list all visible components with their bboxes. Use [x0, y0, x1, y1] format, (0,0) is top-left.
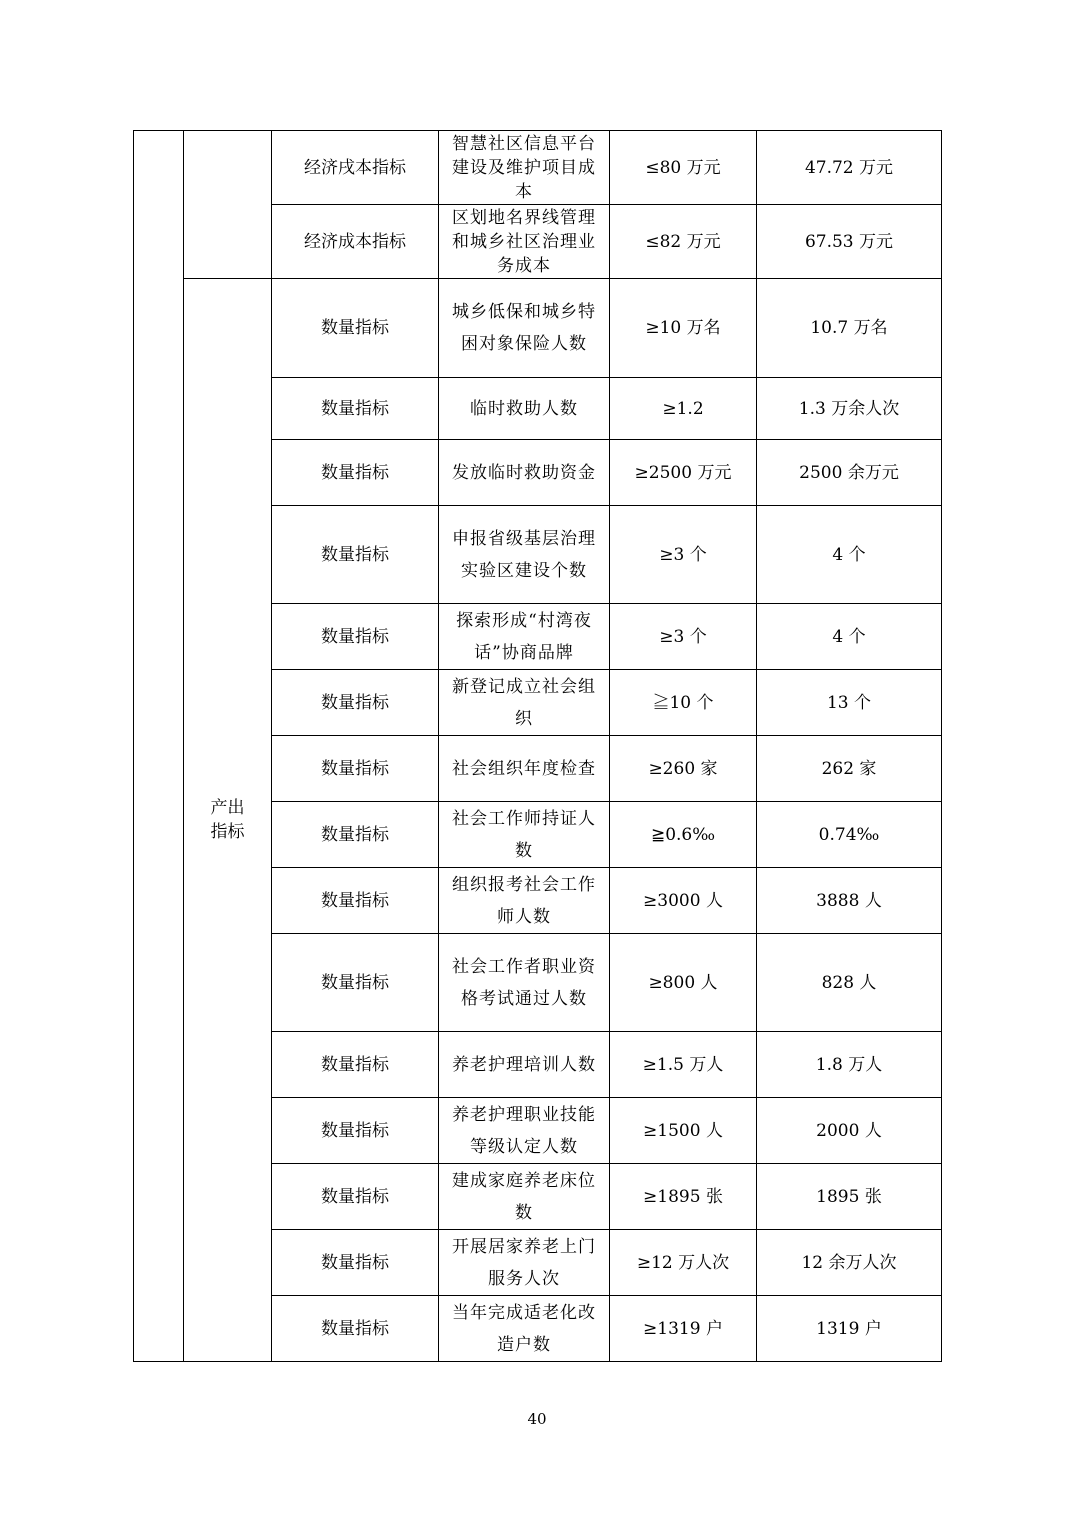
output-category-cell [184, 279, 272, 1362]
indicator-cell: 数量指标 [272, 1164, 439, 1230]
output-category-label: 产出指标 [210, 798, 245, 842]
indicator-cell: 数量指标 [272, 670, 439, 736]
table-row [134, 279, 942, 378]
actual-value-cell: 2500 余万元 [757, 440, 942, 506]
target-value-cell: ≥3 个 [610, 604, 757, 670]
indicator-name-cell: 新登记成立社会组织 [439, 670, 610, 736]
indicator-cell: 数量指标 [272, 506, 439, 604]
indicator-cell: 数量指标 [272, 604, 439, 670]
indicator-cell: 数量指标 [272, 868, 439, 934]
table-row [134, 131, 942, 205]
indicator-cell: 数量指标 [272, 736, 439, 802]
indicator-name-cell: 探索形成“村湾夜话”协商品牌 [439, 604, 610, 670]
indicator-name-cell: 养老护理培训人数 [439, 1032, 610, 1098]
target-value-cell: ≤80 万元 [610, 131, 757, 205]
actual-value-cell: 67.53 万元 [757, 205, 942, 279]
target-value-cell: ≥12 万人次 [610, 1230, 757, 1296]
actual-value-cell: 262 家 [757, 736, 942, 802]
indicator-cell: 数量指标 [272, 934, 439, 1032]
actual-value-cell: 47.72 万元 [757, 131, 942, 205]
actual-value-cell: 0.74‰ [757, 802, 942, 868]
target-value-cell: ≥1319 户 [610, 1296, 757, 1362]
indicator-name-cell: 社会工作者职业资格考试通过人数 [439, 934, 610, 1032]
target-value-cell: ≥3000 人 [610, 868, 757, 934]
indicator-cell: 数量指标 [272, 1032, 439, 1098]
actual-value-cell: 4 个 [757, 506, 942, 604]
indicator-name-cell: 申报省级基层治理实验区建设个数 [439, 506, 610, 604]
indicator-cell: 经济成本指标 [272, 205, 439, 279]
indicator-name-cell: 发放临时救助资金 [439, 440, 610, 506]
target-value-cell: ≥1.5 万人 [610, 1032, 757, 1098]
target-value-cell: ≥1500 人 [610, 1098, 757, 1164]
actual-value-cell: 3888 人 [757, 868, 942, 934]
indicator-name-cell: 城乡低保和城乡特困对象保险人数 [439, 279, 610, 378]
indicator-cell: 数量指标 [272, 378, 439, 440]
actual-value-cell: 1319 户 [757, 1296, 942, 1362]
target-value-cell: ≧10 个 [610, 670, 757, 736]
actual-value-cell: 828 人 [757, 934, 942, 1032]
indicator-name-cell: 养老护理职业技能等级认定人数 [439, 1098, 610, 1164]
indicator-name-cell: 开展居家养老上门服务人次 [439, 1230, 610, 1296]
page-number: 40 [527, 1410, 547, 1428]
target-value-cell: ≧0.6‰ [610, 802, 757, 868]
indicator-name-cell: 建成家庭养老床位数 [439, 1164, 610, 1230]
target-value-cell: ≥2500 万元 [610, 440, 757, 506]
indicator-name-cell: 社会组织年度检查 [439, 736, 610, 802]
indicator-name-cell: 临时救助人数 [439, 378, 610, 440]
target-value-cell: ≥1.2 [610, 378, 757, 440]
actual-value-cell: 10.7 万名 [757, 279, 942, 378]
actual-value-cell: 2000 人 [757, 1098, 942, 1164]
indicator-name-cell: 当年完成适老化改造户数 [439, 1296, 610, 1362]
actual-value-cell: 1.3 万余人次 [757, 378, 942, 440]
indicator-name-cell: 社会工作师持证人数 [439, 802, 610, 868]
indicator-name-cell: 组织报考社会工作师人数 [439, 868, 610, 934]
first-level-category-cell [134, 131, 184, 1362]
cost-category-cell [184, 131, 272, 279]
target-value-cell: ≥10 万名 [610, 279, 757, 378]
target-value-cell: ≥260 家 [610, 736, 757, 802]
actual-value-cell: 13 个 [757, 670, 942, 736]
indicator-cell: 数量指标 [272, 279, 439, 378]
indicator-cell: 数量指标 [272, 440, 439, 506]
actual-value-cell: 12 余万人次 [757, 1230, 942, 1296]
actual-value-cell: 4 个 [757, 604, 942, 670]
indicator-name-cell: 区划地名界线管理和城乡社区治理业务成本 [439, 205, 610, 279]
indicator-cell: 经济戌本指标 [272, 131, 439, 205]
indicator-name-cell: 智慧社区信息平台建设及维护项目成本 [439, 131, 610, 205]
performance-indicator-table [133, 130, 942, 1362]
target-value-cell: ≥1895 张 [610, 1164, 757, 1230]
target-value-cell: ≤82 万元 [610, 205, 757, 279]
indicator-cell: 数量指标 [272, 802, 439, 868]
indicator-cell: 数量指标 [272, 1296, 439, 1362]
actual-value-cell: 1.8 万人 [757, 1032, 942, 1098]
indicator-cell: 数量指标 [272, 1230, 439, 1296]
actual-value-cell: 1895 张 [757, 1164, 942, 1230]
target-value-cell: ≥800 人 [610, 934, 757, 1032]
target-value-cell: ≥3 个 [610, 506, 757, 604]
indicator-cell: 数量指标 [272, 1098, 439, 1164]
